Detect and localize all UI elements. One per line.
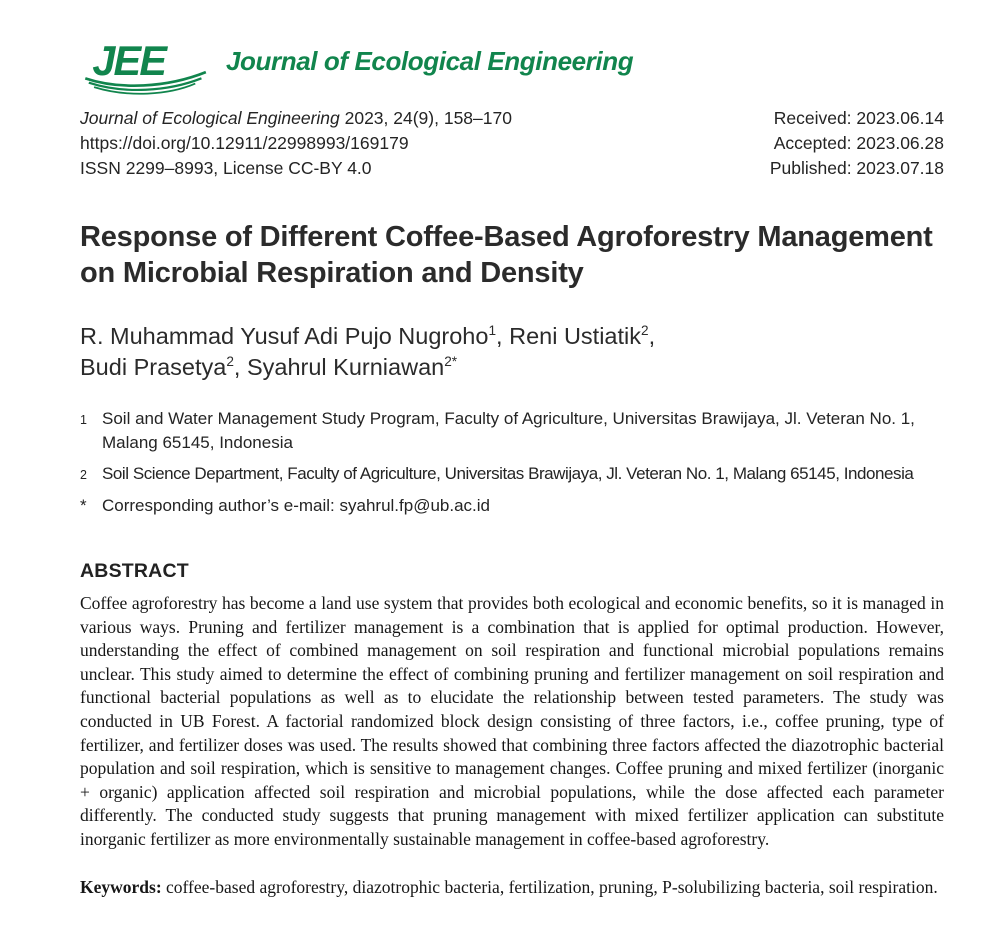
title-line-2: on Microbial Respiration and Density [80, 257, 584, 289]
affiliation-marker: * [80, 496, 87, 515]
published-date: Published: 2023.07.18 [769, 158, 944, 178]
title-line-1: Response of Different Coffee-Based Agroforestry Management [80, 221, 933, 253]
affiliation-item [80, 462, 944, 487]
affiliation-marker: 1 [80, 413, 87, 427]
author-affiliation-marker: 2 [641, 323, 649, 339]
author-name: Syahrul Kurniawan [246, 354, 445, 380]
citation-journal-name: Journal of Ecological Engineering [80, 108, 340, 128]
citation-block [80, 106, 512, 181]
affiliation-list [80, 407, 944, 518]
keywords-label: Keywords: [80, 876, 162, 897]
affiliation-item [80, 407, 944, 455]
accepted-date: Accepted: 2023.06.28 [773, 133, 944, 153]
affiliation-text: Soil and Water Management Study Program, Faculty of Agriculture, Universitas Brawijaya, Jl. Veteran No. 1, Malang 65145, Indonesia [102, 409, 915, 452]
email-link[interactable]: syahrul.fp@ub.ac.id [339, 496, 491, 515]
corresponding-author-line [80, 494, 944, 518]
affiliation-text [102, 494, 490, 518]
abstract-text: Coffee agroforestry has become a land use system that provides both ecological and economic benefits, so it is managed in various ways. Pruning and fertilizer management is a combination that is applied for optimal production. However, understanding the effect of combined management on soil respiration and functional microbial populations remains unclear. This study aimed to determine the effect of combining pruning and fertilizer management on soil respiration and functional bacterial populations as well as to elucidate the relationship between tested parameters. The study was conducted in UB Forest. A factorial randomized block design consisting of three factors, i.e., coffee pruning, type of fertilizer, and fertilizer doses was used. The results showed that combining three factors affected the diazotrophic bacterial population and soil respiration, which is sensitive to management changes. Coffee pruning and mixed fertilizer (inorganic + organic) application affected soil respiration and microbial populations, while the dose affected each parameter differently. The conducted study suggests that pruning management with mixed fertilizer application can substitute inorganic fertilizer as more environmentally sustainable management in coffee-based agroforestry. [80, 593, 944, 849]
author-name: Budi Prasetya [80, 354, 227, 380]
authors-line-2: Budi Prasetya$^2$, Syahrul Kurniawan$^{2*}$ [80, 354, 458, 380]
citation-detail: 2023, 24(9), 158–170 [339, 108, 512, 128]
abstract-section [80, 560, 944, 852]
journal-name: Journal of Ecological Engineering [226, 45, 634, 76]
article-meta [80, 106, 944, 181]
dates-block [770, 106, 944, 181]
received-date: Received: 2023.06.14 [773, 108, 944, 128]
authors-line-1: R. Muhammad Yusuf Adi Pujo Nugroho$^1$, Reni Ustiatik$^2$, [80, 323, 656, 349]
article-title [80, 219, 944, 291]
keywords-text: coffee-based agroforestry, diazotrophic bacteria, fertilization, pruning, P-solubilizing bacteria, soil respiration. [161, 876, 938, 897]
affiliation-marker: 2 [80, 468, 87, 482]
affiliation-text: Soil Science Department, Faculty of Agriculture, Universitas Brawijaya, Jl. Veteran No. 1, Malang 65145, Indonesia [102, 464, 914, 483]
journal-header [80, 34, 944, 98]
doi-link[interactable]: https://doi.org/10.12911/22998993/169179 [80, 133, 409, 153]
jee-logo-icon [80, 34, 212, 98]
author-name: R. Muhammad Yusuf Adi Pujo Nugroho [80, 323, 489, 349]
citation-line [80, 106, 512, 131]
author-list [80, 321, 944, 383]
logo-acronym: JEE [92, 37, 166, 84]
abstract-heading: ABSTRACT [80, 560, 189, 582]
issn-license-line: ISSN 2299–8993, License CC-BY 4.0 [80, 158, 372, 178]
author-affiliation-marker: 1 [488, 323, 497, 339]
keywords-section [80, 876, 944, 900]
author-name: Reni Ustiatik [509, 323, 641, 349]
author-affiliation-marker: 2 [226, 354, 234, 370]
corresponding-email-label: Corresponding author’s e-mail: [102, 496, 340, 515]
author-affiliation-marker: 2* [444, 354, 458, 370]
